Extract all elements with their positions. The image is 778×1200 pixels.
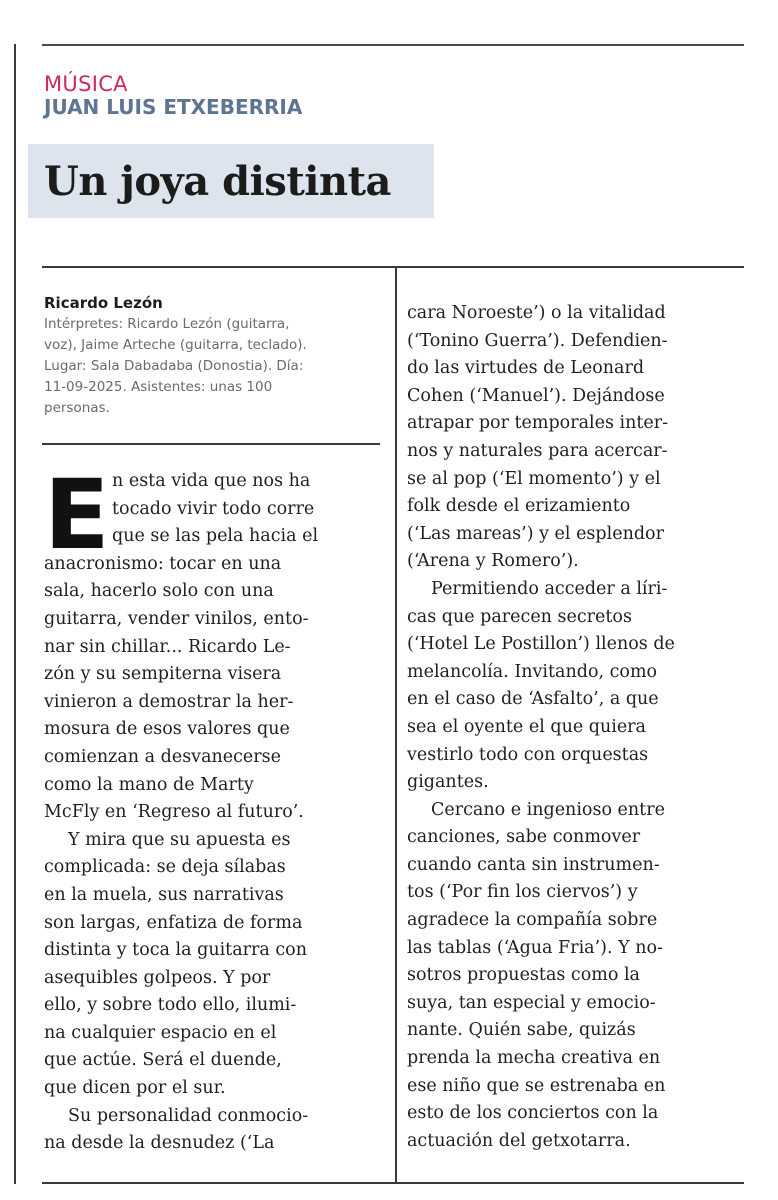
drop-cap: E [44, 459, 110, 571]
text-line: complicada: se deja sílabas [44, 857, 286, 878]
text-line: folk desde el erizamiento [407, 496, 631, 517]
text-line: nar sin chillar... Ricardo Le- [44, 636, 291, 657]
text-line: en la muela, sus narrativas [44, 884, 284, 905]
text-line: McFly en ‘Regreso al futuro’. [44, 802, 304, 823]
page-margin-rule [14, 44, 16, 1184]
info-line: 11-09-2025. Asistentes: unas 100 [44, 379, 273, 395]
text-line: vestirlo todo con orquestas [407, 744, 649, 765]
info-rule [42, 443, 380, 445]
text-line: comienzan a desvanecerse [44, 746, 281, 767]
text-line: (‘Las mareas’) y el esplendor [407, 523, 664, 544]
text-line: Su personalidad conmocio- [68, 1105, 309, 1126]
text-line: (‘Tonino Guerra’). Defendien- [407, 330, 668, 351]
text-line: tos (‘Por fin los ciervos’) y [407, 882, 638, 903]
text-line: gigantes. [407, 772, 489, 793]
text-line: cuando canta sin instrumen- [407, 854, 660, 875]
text-line: prenda la mecha creativa en [407, 1048, 661, 1069]
text-line: ese niño que se estrenaba en [407, 1075, 666, 1096]
text-line: suya, tan especial y emocio- [407, 992, 656, 1013]
section-label: MÚSICA [44, 72, 128, 96]
text-line: do las virtudes de Leonard [407, 358, 645, 379]
text-line: zón y su sempiterna visera [44, 664, 282, 685]
text-line: como la mano de Marty [44, 774, 254, 795]
text-line: Cohen (‘Manuel’). Dejándose [407, 385, 665, 406]
bottom-rule [42, 1182, 744, 1184]
text-line: tocado vivir todo corre [112, 498, 315, 519]
text-line: esto de los conciertos con la [407, 1103, 659, 1124]
text-line: en el caso de ‘Asfalto’, a que [407, 689, 659, 710]
text-line: sea el oyente el que quiera [407, 716, 646, 737]
text-line: sotros propuestas como la [407, 965, 640, 986]
text-line: vinieron a demostrar la her- [44, 691, 294, 712]
text-line: guitarra, vender vinilos, ento- [44, 608, 309, 629]
text-line: n esta vida que nos ha [112, 471, 311, 491]
concert-info-box [44, 294, 384, 419]
text-line: na cualquier espacio en el [44, 1022, 277, 1043]
text-line: Cercano e ingenioso entre [431, 799, 665, 820]
body-column-right [407, 300, 747, 1155]
text-line: anacronismo: tocar en una [44, 553, 282, 574]
text-line: atrapar por temporales inter- [407, 413, 669, 434]
text-line: las tablas (‘Agua Fria’). Y no- [407, 937, 663, 958]
text-line: (‘Hotel Le Postillon’) llenos de [407, 634, 675, 655]
text-line: actuación del getxotarra. [407, 1130, 631, 1151]
headline: Un joya distinta [44, 158, 391, 205]
text-line: nos y naturales para acercar- [407, 440, 668, 461]
text-line: sala, hacerlo solo con una [44, 581, 274, 602]
info-line: Lugar: Sala Dabadaba (Donostia). Día: [44, 358, 304, 374]
text-line: nante. Quién sabe, quizás [407, 1020, 636, 1041]
text-line: se al pop (‘El momento’) y el [407, 468, 661, 489]
text-line: Y mira que su apuesta es [68, 829, 291, 850]
text-line: cara Noroeste’) o la vitalidad [407, 303, 666, 323]
text-line: cas que parecen secretos [407, 606, 632, 627]
info-line: voz), Jaime Arteche (guitarra, teclado). [44, 337, 307, 353]
text-line: que dicen por el sur. [44, 1078, 226, 1099]
text-line: (‘Arena y Romero’). [407, 551, 579, 572]
text-line: Permitiendo acceder a líri- [431, 578, 668, 599]
headline-rule [42, 266, 744, 268]
text-line: distinta y toca la guitarra con [44, 940, 307, 961]
text-line: son largas, enfatiza de forma [44, 912, 303, 933]
top-rule [42, 44, 744, 46]
author-name: JUAN LUIS ETXEBERRIA [44, 95, 303, 119]
info-line: Intérpretes: Ricardo Lezón (guitarra, [44, 316, 290, 332]
text-line: ello, y sobre todo ello, ilumi- [44, 995, 297, 1016]
text-line: que actúe. Será el duende, [44, 1050, 282, 1071]
info-line: personas. [44, 400, 110, 416]
column-divider [395, 268, 397, 1182]
text-line: melancolía. Invitando, como [407, 661, 658, 682]
info-title: Ricardo Lezón [44, 294, 163, 312]
text-line: mosura de esos valores que [44, 719, 290, 740]
text-line: agradece la compañía sobre [407, 910, 658, 931]
text-line: na desde la desnudez (‘La [44, 1133, 275, 1154]
text-line: canciones, sabe conmover [407, 827, 641, 848]
text-line: asequibles golpeos. Y por [44, 967, 271, 988]
text-line: que se las pela hacia el [112, 526, 319, 547]
body-column-left [44, 459, 384, 1158]
